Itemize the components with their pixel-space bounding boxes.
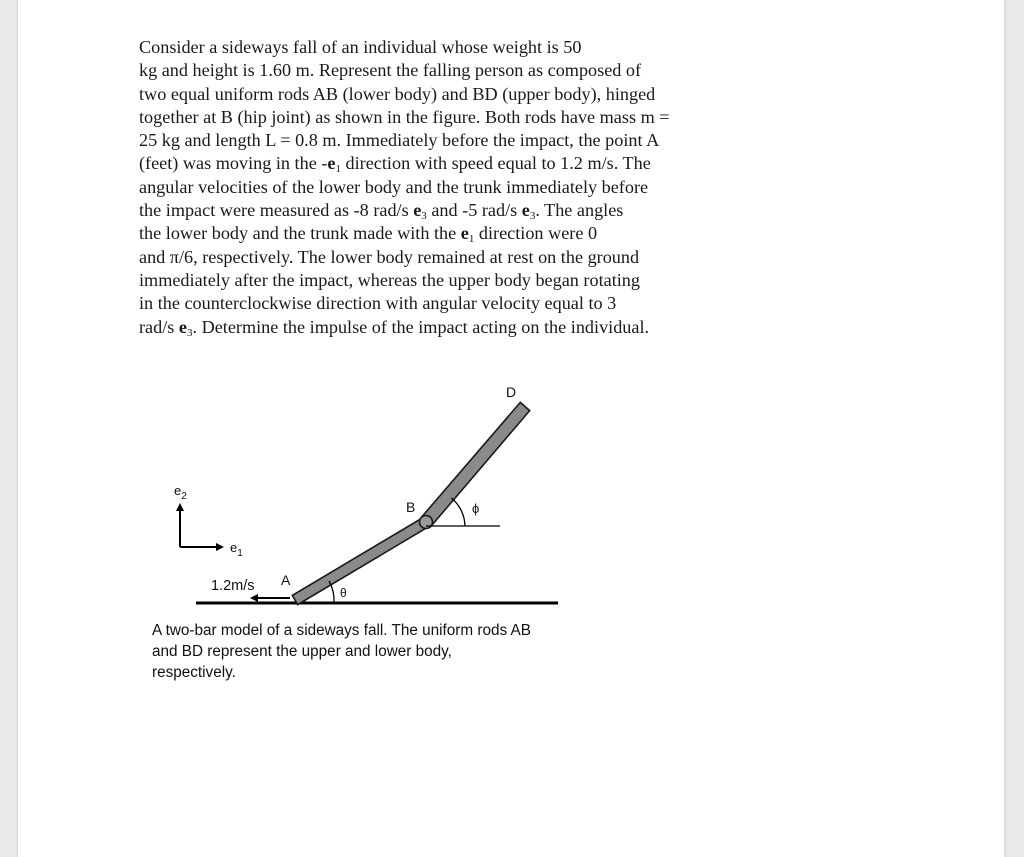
- problem-line: 25 kg and length L = 0.8 m. Immediately before the impact, the point A: [139, 130, 660, 151]
- point-d-label: D: [506, 384, 517, 400]
- caption-line: respectively.: [152, 664, 236, 681]
- problem-line: rad/s $e_3$. Determine the impulse of the impact acting on the individual.: [139, 316, 650, 339]
- problem-line: the lower body and the trunk made with the $e_1$ direction were 0: [139, 223, 598, 246]
- problem-line: and π/6, respectively. The lower body remained at rest on the ground: [139, 246, 640, 267]
- document-page: [18, 0, 1004, 857]
- figure-caption: [152, 620, 592, 683]
- problem-line: together at B (hip joint) as shown in the figure. Both rods have mass m =: [139, 106, 670, 127]
- problem-line: angular velocities of the lower body and the trunk immediately before: [139, 176, 649, 197]
- speed-label: 1.2m/s: [211, 578, 255, 594]
- caption-line: and BD represent the upper and lower body,: [152, 643, 452, 660]
- point-a-label: A: [281, 572, 291, 588]
- two-bar-fall-diagram: [18, 0, 1004, 857]
- rod-ab: [292, 517, 428, 604]
- problem-line: immediately after the impact, whereas the upper body began rotating: [139, 269, 640, 290]
- coordinate-axes: [174, 483, 243, 559]
- theta-label: θ: [340, 586, 347, 600]
- e2-label: $e_2$: [174, 483, 187, 502]
- problem-line: two equal uniform rods AB (lower body) and BD (upper body), hinged: [139, 83, 656, 104]
- caption-line: A two-bar model of a sideways fall. The uniform rods AB: [152, 622, 531, 639]
- phi-arc: [452, 498, 466, 526]
- problem-line: the impact were measured as -8 rad/s $e_3$ and -5 rad/s $e_3$. The angles: [139, 200, 624, 223]
- problem-line: kg and height is 1.60 m. Represent the falling person as composed of: [139, 60, 642, 81]
- e1-label: $e_1$: [230, 540, 243, 559]
- problem-line: in the counterclockwise direction with angular velocity equal to 3: [139, 293, 617, 314]
- problem-line: Consider a sideways fall of an individual whose weight is 50: [139, 37, 582, 57]
- problem-line: (feet) was moving in the $-e_1$ direction with speed equal to 1.2 m/s. The: [139, 153, 651, 176]
- phi-label: ϕ: [472, 501, 480, 516]
- point-b-label: B: [406, 499, 416, 515]
